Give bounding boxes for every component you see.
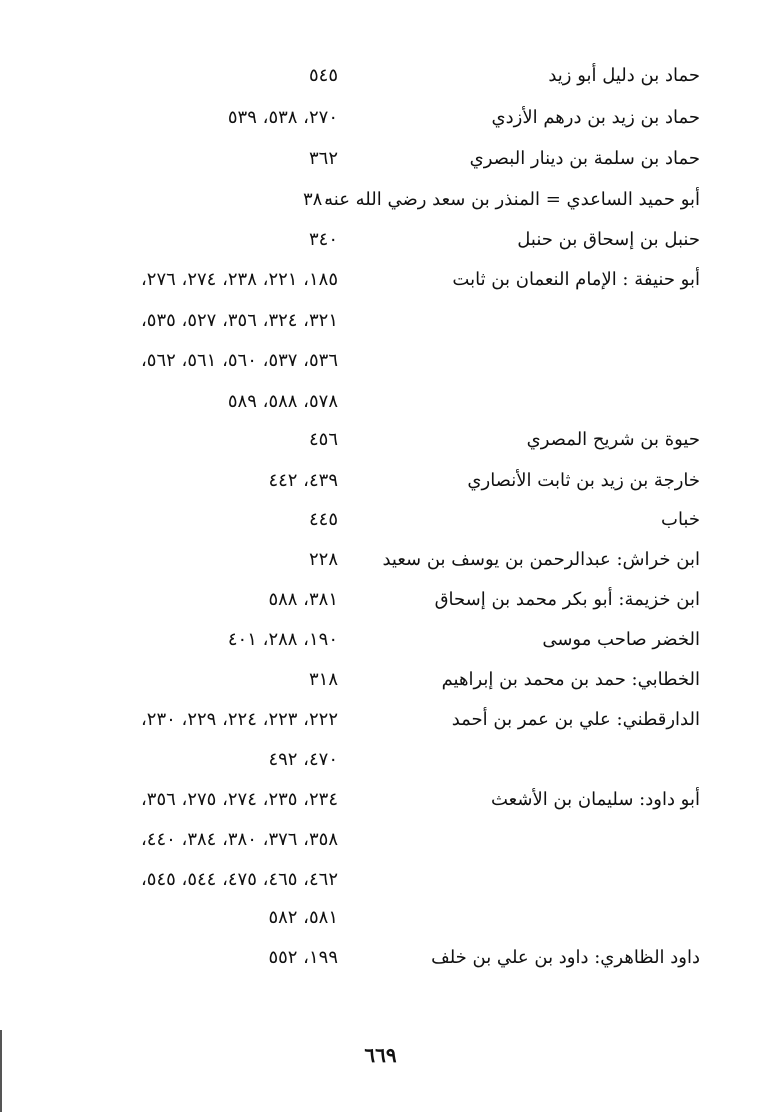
entry-pages: ٣٥٨، ٣٧٦، ٣٨٠، ٣٨٤، ٤٤٠، [140,829,338,850]
entry-name: ابن خزيمة: أبو بكر محمد بن إسحاق [434,589,700,610]
entry-name: داود الظاهري: داود بن علي بن خلف [431,947,700,968]
entry-name: أبو حنيفة : الإمام النعمان بن ثابت [452,269,700,290]
index-entry [60,463,700,499]
index-entry [60,262,700,298]
entry-name: الدارقطني: علي بن عمر بن أحمد [451,709,700,730]
entry-pages: ٤٧٠، ٤٩٢ [268,749,338,770]
entry-name: الخطابي: حمد بن محمد بن إبراهيم [441,669,700,690]
index-entry [60,222,700,258]
index-entry [60,622,700,658]
entry-pages: ٣٨١، ٥٨٨ [268,589,338,610]
entry-pages: ٢٢٢، ٢٢٣، ٢٢٤، ٢٢٩، ٢٣٠، [140,709,338,730]
index-entry [60,582,700,618]
index-entry [60,100,700,136]
entry-pages: ٣٤٠ [308,229,338,250]
entry-pages: ٣٢١، ٣٢٤، ٣٥٦، ٥٢٧، ٥٣٥، [140,310,338,331]
index-entry-continuation [60,900,700,936]
index-entry-continuation [60,384,700,420]
entry-pages: ١٩٠، ٢٨٨، ٤٠١ [227,629,338,650]
entry-pages: ٣٦٢ [308,148,338,169]
entry-pages: ٥٨١، ٥٨٢ [268,907,338,928]
index-entry-continuation [60,742,700,778]
index-entry [60,702,700,738]
entry-name: حيوة بن شريح المصري [526,429,700,450]
index-entry-continuation [60,303,700,339]
index-entry [60,182,700,218]
index-entry [60,141,700,177]
index-entry [60,422,700,458]
entry-pages: ٤٥٦ [308,429,338,450]
entry-name: حماد بن سلمة بن دينار البصري [469,148,700,169]
entry-pages: ٣١٨ [308,669,338,690]
entry-pages: ٢٣٤، ٢٣٥، ٢٧٤، ٢٧٥، ٣٥٦، [140,789,338,810]
entry-name: خباب [661,509,700,530]
entry-name: ابن خراش: عبدالرحمن بن يوسف بن سعيد [382,549,700,570]
entry-name: أبو داود: سليمان بن الأشعث [491,789,700,810]
entry-name: حماد بن زيد بن درهم الأزدي [491,107,700,128]
entry-pages: ٤٤٥ [308,509,338,530]
index-entry [60,662,700,698]
entry-pages: ١٨٥، ٢٢١، ٢٣٨، ٢٧٤، ٢٧٦، [140,269,338,290]
index-entry-continuation [60,822,700,858]
entry-pages: ٥٧٨، ٥٨٨، ٥٨٩ [227,391,338,412]
entry-pages: ٤٦٢، ٤٦٥، ٤٧٥، ٥٤٤، ٥٤٥، [140,869,338,890]
entry-pages: ٥٤٥ [308,65,338,86]
index-entry [60,502,700,538]
entry-name: حماد بن دليل أبو زيد [548,65,700,86]
entry-name: خارجة بن زيد بن ثابت الأنصاري [467,470,700,491]
entry-pages: ٢٢٨ [308,549,338,570]
page-number: ٦٦٩ [364,1043,397,1067]
index-entry [60,58,700,94]
index-entry-continuation [60,343,700,379]
entry-pages: ٥٣٦، ٥٣٧، ٥٦٠، ٥٦١، ٥٦٢، [140,350,338,371]
index-entry [60,542,700,578]
index-entry-continuation [60,862,700,898]
entry-pages: ٣٨٠ [302,189,332,210]
entry-pages: ١٩٩، ٥٥٢ [268,947,338,968]
index-entry [60,782,700,818]
entry-name: حنبل بن إسحاق بن حنبل [517,229,700,250]
entry-name: أبو حميد الساعدي = المنذر بن سعد رضي الله عنه [324,189,700,210]
entry-pages: ٤٣٩، ٤٤٢ [268,470,338,491]
entry-name: الخضر صاحب موسى [542,629,700,650]
index-entry [60,940,700,976]
entry-pages: ٢٧٠، ٥٣٨، ٥٣٩ [227,107,338,128]
